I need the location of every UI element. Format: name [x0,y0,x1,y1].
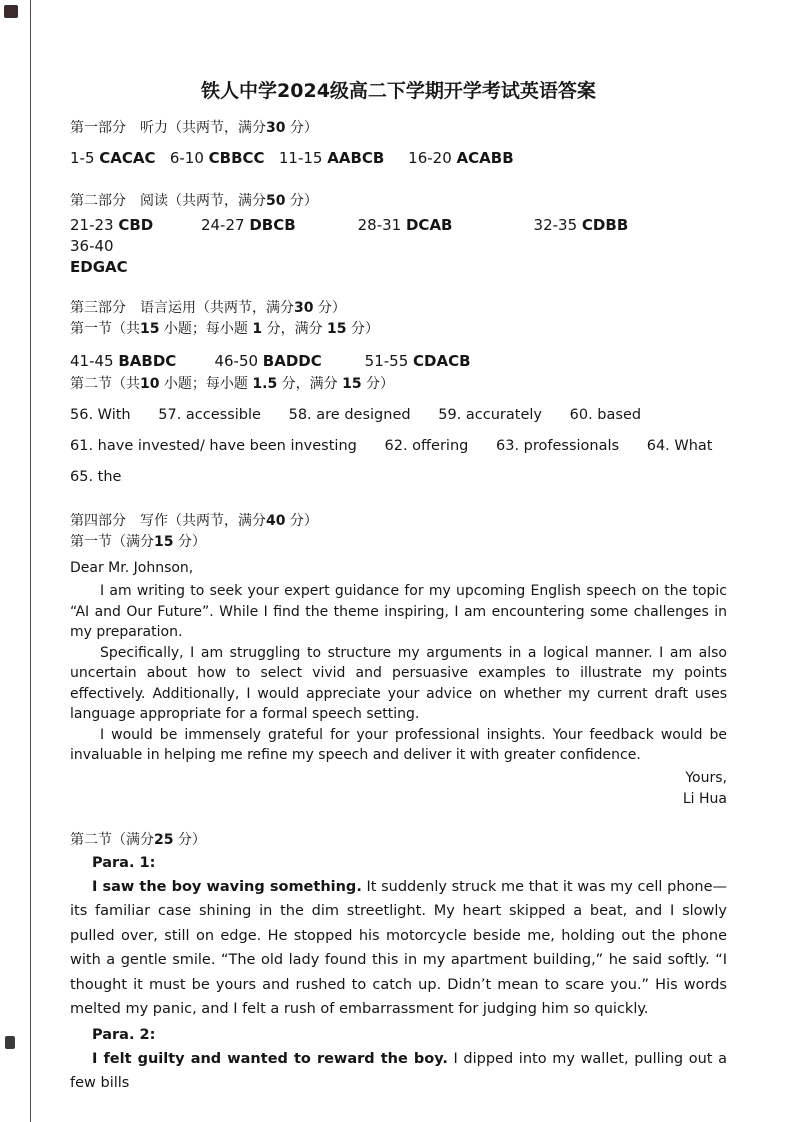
text-run: 16-20 [384,149,457,167]
text-run: 6-10 [155,149,209,167]
text-run: 第二节（满分 [70,831,154,848]
text-run: 分） [361,376,395,392]
essay-para1-label: Para. 1: [92,854,156,871]
reading-section-heading [70,191,727,211]
text-run: 28-31 [295,216,406,234]
text-run: 分） [285,193,318,209]
text-run: AABCB [327,149,385,167]
writing-task2-heading [70,830,727,850]
text-run: 第一节（满分 [70,534,154,550]
essay-para1-text [70,875,727,1022]
document-title: 铁人中学2024级高二下学期开学考试英语答案 [201,80,596,102]
text-run: 15 [342,376,362,392]
letter-paragraph-2: Specifically, I am struggling to structure my arguments in a logical manner. I am also uncertain about how to select vivid and persuasive examples to illustrate my points effectively. Additionally, I would appreciate your advice on whether my current draft uses language appropriate for a formal speech setting. [70,644,727,722]
essay-para2-text [70,1047,727,1096]
text-run: 第二节（共 [70,376,140,392]
text-run: 小题；每小题 [159,376,253,392]
text-run: DBCB [249,216,296,234]
text-run: 小题；每小题 [159,321,253,337]
text-run: I felt guilty and wanted to reward the boy. [92,1050,448,1067]
text-run: 1 [252,321,263,337]
cloze-answers [70,351,727,372]
text-run: 第二部分 阅读（共两节，满分 [70,193,266,209]
text-run: 15 [140,321,160,337]
text-run: EDGAC [70,258,128,276]
grammar-fill-answers-line2: 61. have invested/ have been investing 62. offering 63. professionals 64. What [70,438,713,454]
text-run: 30 [294,300,314,316]
text-run: 24-27 [153,216,250,234]
text-run: 分，满分 [277,376,343,392]
essay-para2-label: Para. 2: [92,1026,156,1043]
text-run: 10 [140,376,160,392]
language-use-section-heading [70,298,727,318]
text-run: 分） [285,120,318,136]
text-run: 1-5 [70,149,100,167]
text-run: 32-35 [452,216,582,234]
text-run: 第一部分 听力（共两节，满分 [70,120,266,136]
text-run: 41-45 [70,352,119,370]
text-run: 25 [154,831,174,848]
listening-answers [70,148,727,169]
grammar-fill-subsection-heading [70,374,727,394]
text-run: 21-23 [70,216,119,234]
text-run: DCAB [405,216,453,234]
listening-section-heading [70,118,727,138]
text-run: 51-55 [321,352,414,370]
text-run: CDACB [413,352,471,370]
text-run: CBD [118,216,154,234]
text-run: BABDC [118,352,177,370]
grammar-fill-answers-line3: 65. the [70,469,122,485]
text-run: It suddenly struck me that it was my cell phone—its familiar case shining in the dim streetlight. My heart skipped a beat, and I slowly pulled over, still on edge. He stopped his motorcycle beside me, holding out the phone with a gentle smile. “The old lady found this in my apartment building,” he said softly. “I thought it must be yours and rushed to catch up. Didn’t mean to scare you.” His words melted my panic, and I felt a rush of embarrassment for judging him so quickly. [70,878,727,1017]
text-run: CDBB [581,216,629,234]
text-run: 30 [266,120,286,136]
text-run: I saw the boy waving something. [92,878,362,895]
text-run: 分） [173,831,206,848]
text-run: 分） [346,321,379,337]
letter-signature: Li Hua [682,790,727,807]
text-run: 15 [154,534,174,550]
text-run: 第四部分 写作（共两节，满分 [70,513,266,529]
text-run: 分） [173,534,206,550]
text-run: CBBCC [208,149,265,167]
text-run: 36-40 [70,216,710,255]
text-run: 15 [327,321,347,337]
letter-paragraph-3: I would be immensely grateful for your professional insights. Your feedback would be invaluable in helping me refine my speech and deliver it with greater confidence. [70,726,727,763]
letter-salutation: Dear Mr. Johnson, [70,560,194,576]
reading-answers-line1 [70,215,727,257]
text-run: 40 [266,513,286,529]
text-run: 分，满分 [262,321,328,337]
reading-answers-line2 [70,257,727,278]
text-run: 分） [313,300,346,316]
text-run: I dipped into my wallet, pulling out a few bills [70,1050,727,1091]
text-run: 50 [266,193,286,209]
text-run: 分） [285,513,318,529]
text-run: 第三部分 语言运用（共两节，满分 [70,300,294,316]
text-run: 第一节（共 [70,321,140,337]
text-run: ACABB [456,149,514,167]
letter-closing: Yours, [685,769,727,786]
letter-paragraph-1: I am writing to seek your expert guidance for my upcoming English speech on the topic “AI and Our Future”. While I find the theme inspiring, I am encountering some challenges in my preparation. [70,583,727,640]
text-run: 46-50 [176,352,263,370]
cloze-subsection-heading [70,319,727,339]
text-run: 1.5 [252,376,278,392]
writing-task1-heading [70,532,727,552]
text-run: 11-15 [264,149,328,167]
text-run: BADDC [262,352,322,370]
writing-section-heading [70,511,727,531]
text-run: CACAC [99,149,156,167]
grammar-fill-answers-line1: 56. With 57. accessible 58. are designed 59. accurately 60. based [70,407,642,423]
